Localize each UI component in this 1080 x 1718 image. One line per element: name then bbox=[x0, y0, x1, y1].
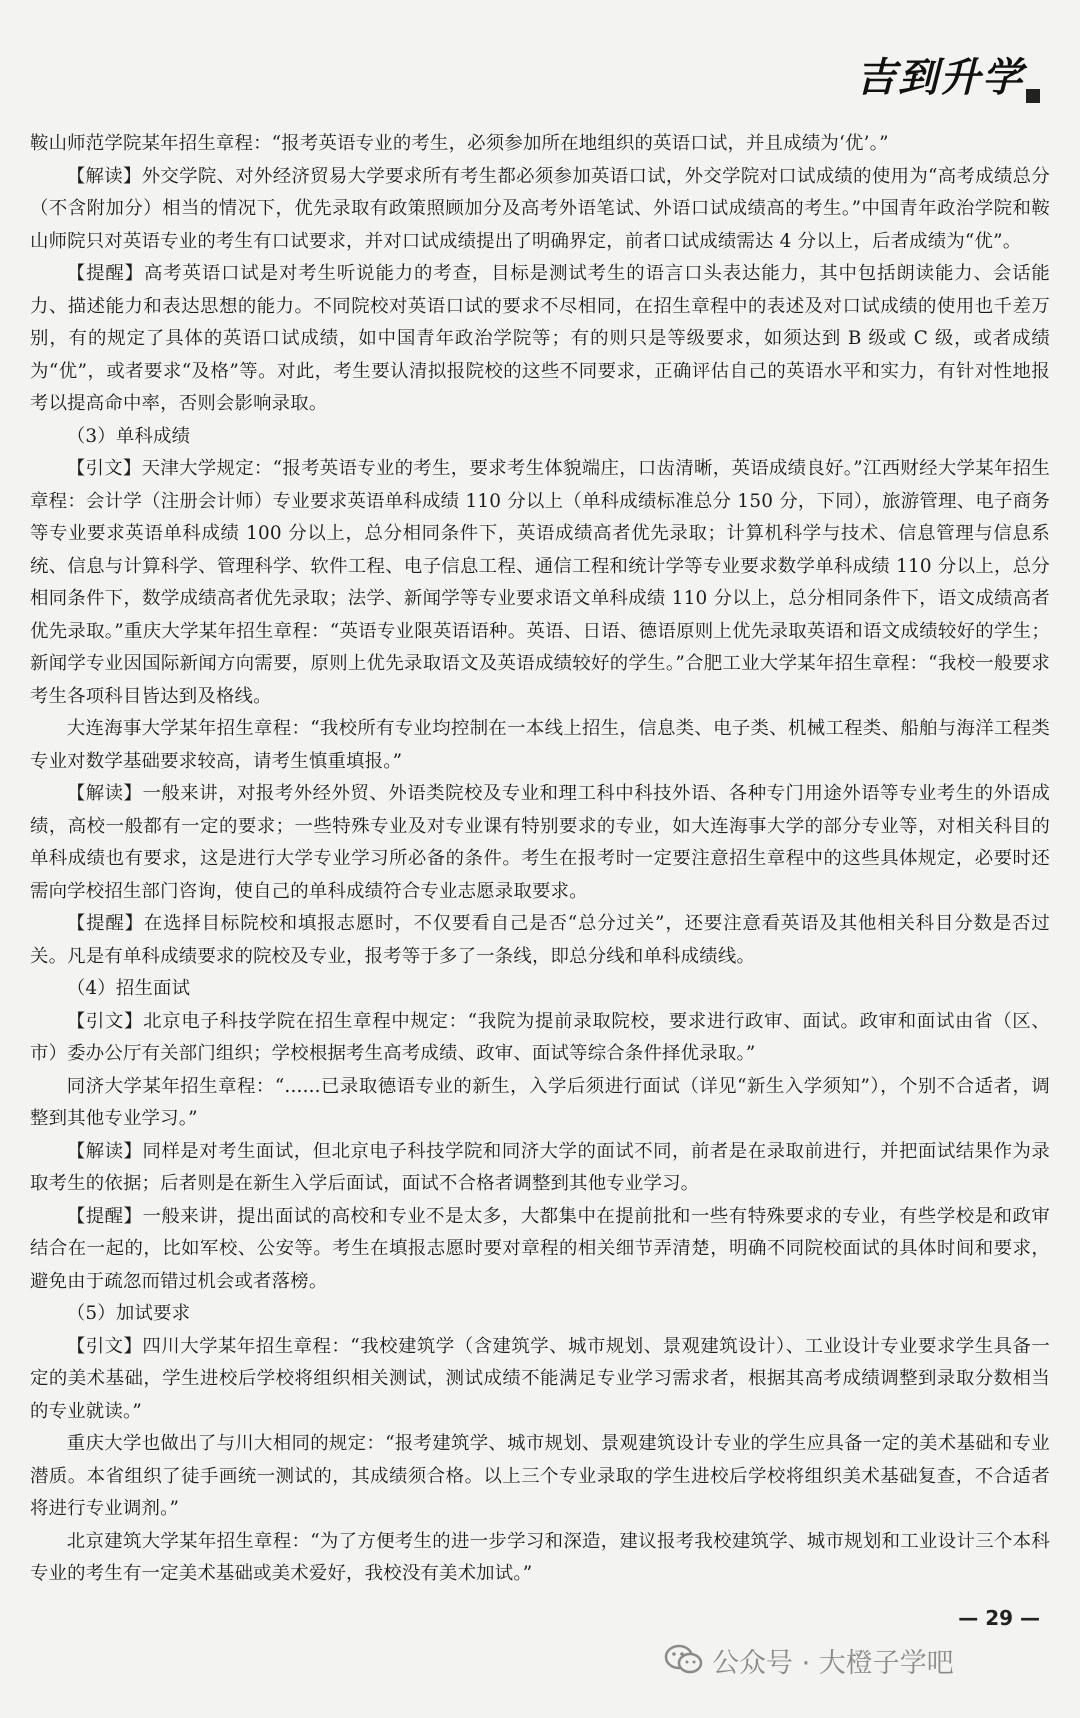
paragraph: 【引文】北京电子科技学院在招生章程中规定：“我院为提前录取院校，要求进行政审、面试。政审和面试由省（区、市）委办公厅有关部门组织；学校根据考生高考成绩、政审、面试等综合条件择优录取。” bbox=[30, 1010, 1050, 1064]
seal-icon bbox=[1026, 89, 1040, 103]
section-heading: （5）加试要求 bbox=[66, 1303, 191, 1324]
paragraph: 【引文】四川大学某年招生章程：“我校建筑学（含建筑学、城市规划、景观建筑设计）、工业设计专业要求学生具备一定的美术基础，学生进校后学校将组织相关测试，测试成绩不能满足专业学习需求者，根据其高考成绩调整到录取分数相当的专业就读。” bbox=[30, 1335, 1050, 1422]
page-number: — 29 — bbox=[958, 1606, 1040, 1630]
paragraph: 【提醒】一般来讲，提出面试的高校和专业不是太多，大都集中在提前批和一些有特殊要求的专业，有些学校是和政审结合在一起的，比如军校、公安等。考生在填报志愿时要对章程的相关细节弄清楚，明确不同院校面试的具体时间和要求，避免由于疏忽而错过机会或者落榜。 bbox=[30, 1205, 1050, 1292]
paragraph: 【解读】同样是对考生面试，但北京电子科技学院和同济大学的面试不同，前者是在录取前进行，并把面试结果作为录取考生的依据；后者则是在新生入学后面试，面试不合格者调整到其他专业学习。 bbox=[30, 1140, 1050, 1194]
paragraph: 北京建筑大学某年招生章程：“为了方便考生的进一步学习和深造，建议报考我校建筑学、城市规划和工业设计三个本科专业的考生有一定美术基础或美术爱好，我校没有美术加试。” bbox=[30, 1530, 1050, 1584]
section-heading: （3）单科成绩 bbox=[66, 425, 191, 447]
watermark-text: 公众号 · 大橙子学吧 bbox=[712, 1647, 954, 1679]
paragraph: 【解读】外交学院、对外经济贸易大学要求所有考生都必须参加英语口试，外交学院对口试成绩的使用为“高考成绩总分（不含附加分）相当的情况下，优先录取有政策照顾加分及高考外语笔试、外语口试成绩高的考生。”中国青年政治学院和鞍山师院只对英语专业的考生有口试要求，并对口试成绩提出了明确界定，前者口试成绩需达 4 分以上，后者成绩为“优”。 bbox=[30, 165, 1050, 252]
paragraph: 【提醒】在选择目标院校和填报志愿时，不仅要看自己是否“总分过关”，还要注意看英语及其他相关科目分数是否过关。凡是有单科成绩要求的院校及专业，报考等于多了一条线，即总分线和单科成绩线。 bbox=[30, 913, 1050, 967]
logo-text: 吉到升学 bbox=[856, 54, 1024, 101]
paragraph: 鞍山师范学院某年招生章程：“报考英语专业的考生，必须参加所在地组织的英语口试，并且成绩为‘优’。” bbox=[30, 133, 889, 154]
paragraph: 重庆大学也做出了与川大相同的规定：“报考建筑学、城市规划、景观建筑设计专业的学生应具备一定的美术基础和专业潜质。本省组织了徒手画统一测试的，其成绩须合格。以上三个专业录取的学生进校后学校将组织美术基础复查，不合适者将进行专业调剂。” bbox=[30, 1433, 1050, 1519]
paragraph: 大连海事大学某年招生章程：“我校所有专业均控制在一本线上招生，信息类、电子类、机械工程类、船舶与海洋工程类专业对数学基础要求较高，请考生慎重填报。” bbox=[30, 718, 1050, 772]
section-heading: （4）招生面试 bbox=[66, 978, 191, 999]
paragraph: 同济大学某年招生章程：“......已录取德语专业的新生，入学后须进行面试（详见“新生入学须知”），个别不合适者，调整到其他专业学习。” bbox=[30, 1075, 1050, 1129]
publisher-logo bbox=[856, 46, 1040, 103]
body-text bbox=[30, 128, 1050, 1591]
paragraph: 【引文】天津大学规定：“报考英语专业的考生，要求考生体貌端庄，口齿清晰，英语成绩良好。”江西财经大学某年招生章程：会计学（注册会计师）专业要求英语单科成绩 110 分以上（单科成绩标准总分 150 分，下同），旅游管理、电子商务等专业要求英语单科成绩 100 分以上，总分相同条件下，英语成绩高者优先录取；计算机科学与技术、信息管理与信息系统、信息与计算科学、管理科学、软件工程、电子信息工程、通信工程和统计学等专业要求数学单科成绩 110 分以上，总分相同条件下，数学成绩高者优先录取；法学、新闻学等专业要求语文单科成绩 110 分以上，总分相同条件下，语文成绩高者优先录取。”重庆大学某年招生章程：“英语专业限英语语种。英语、日语、德语原则上优先录取英语和语文成绩较好的学生；新闻学专业因国际新闻方向需要，原则上优先录取语文及英语成绩较好的学生。”合肥工业大学某年招生章程：“我校一般要求考生各项科目皆达到及格线。 bbox=[30, 458, 1050, 707]
paragraph: 【解读】一般来讲，对报考外经外贸、外语类院校及专业和理工科中科技外语、各种专门用途外语等专业考生的外语成绩，高校一般都有一定的要求；一些特殊专业及对专业课有特别要求的专业，如大连海事大学的部分专业等，对相关科目的单科成绩也有要求，这是进行大学专业学习所必备的条件。考生在报考时一定要注意招生章程中的这些具体规定，必要时还需向学校招生部门咨询，使自己的单科成绩符合专业志愿录取要求。 bbox=[30, 783, 1050, 902]
watermark bbox=[664, 1640, 954, 1680]
paragraph: 【提醒】高考英语口试是对考生听说能力的考查，目标是测试考生的语言口头表达能力，其中包括朗读能力、会话能力、描述能力和表达思想的能力。不同院校对英语口试的要求不尽相同，在招生章程中的表述及对口试成绩的使用也千差万别，有的规定了具体的英语口试成绩，如中国青年政治学院等；有的则只是等级要求，如须达到 B 级或 C 级，或者成绩为“优”，或者要求“及格”等。对此，考生要认清拟报院校的这些不同要求，正确评估自己的英语水平和实力，有针对性地报考以提高命中率，否则会影响录取。 bbox=[30, 263, 1050, 414]
wechat-icon bbox=[664, 1643, 704, 1677]
